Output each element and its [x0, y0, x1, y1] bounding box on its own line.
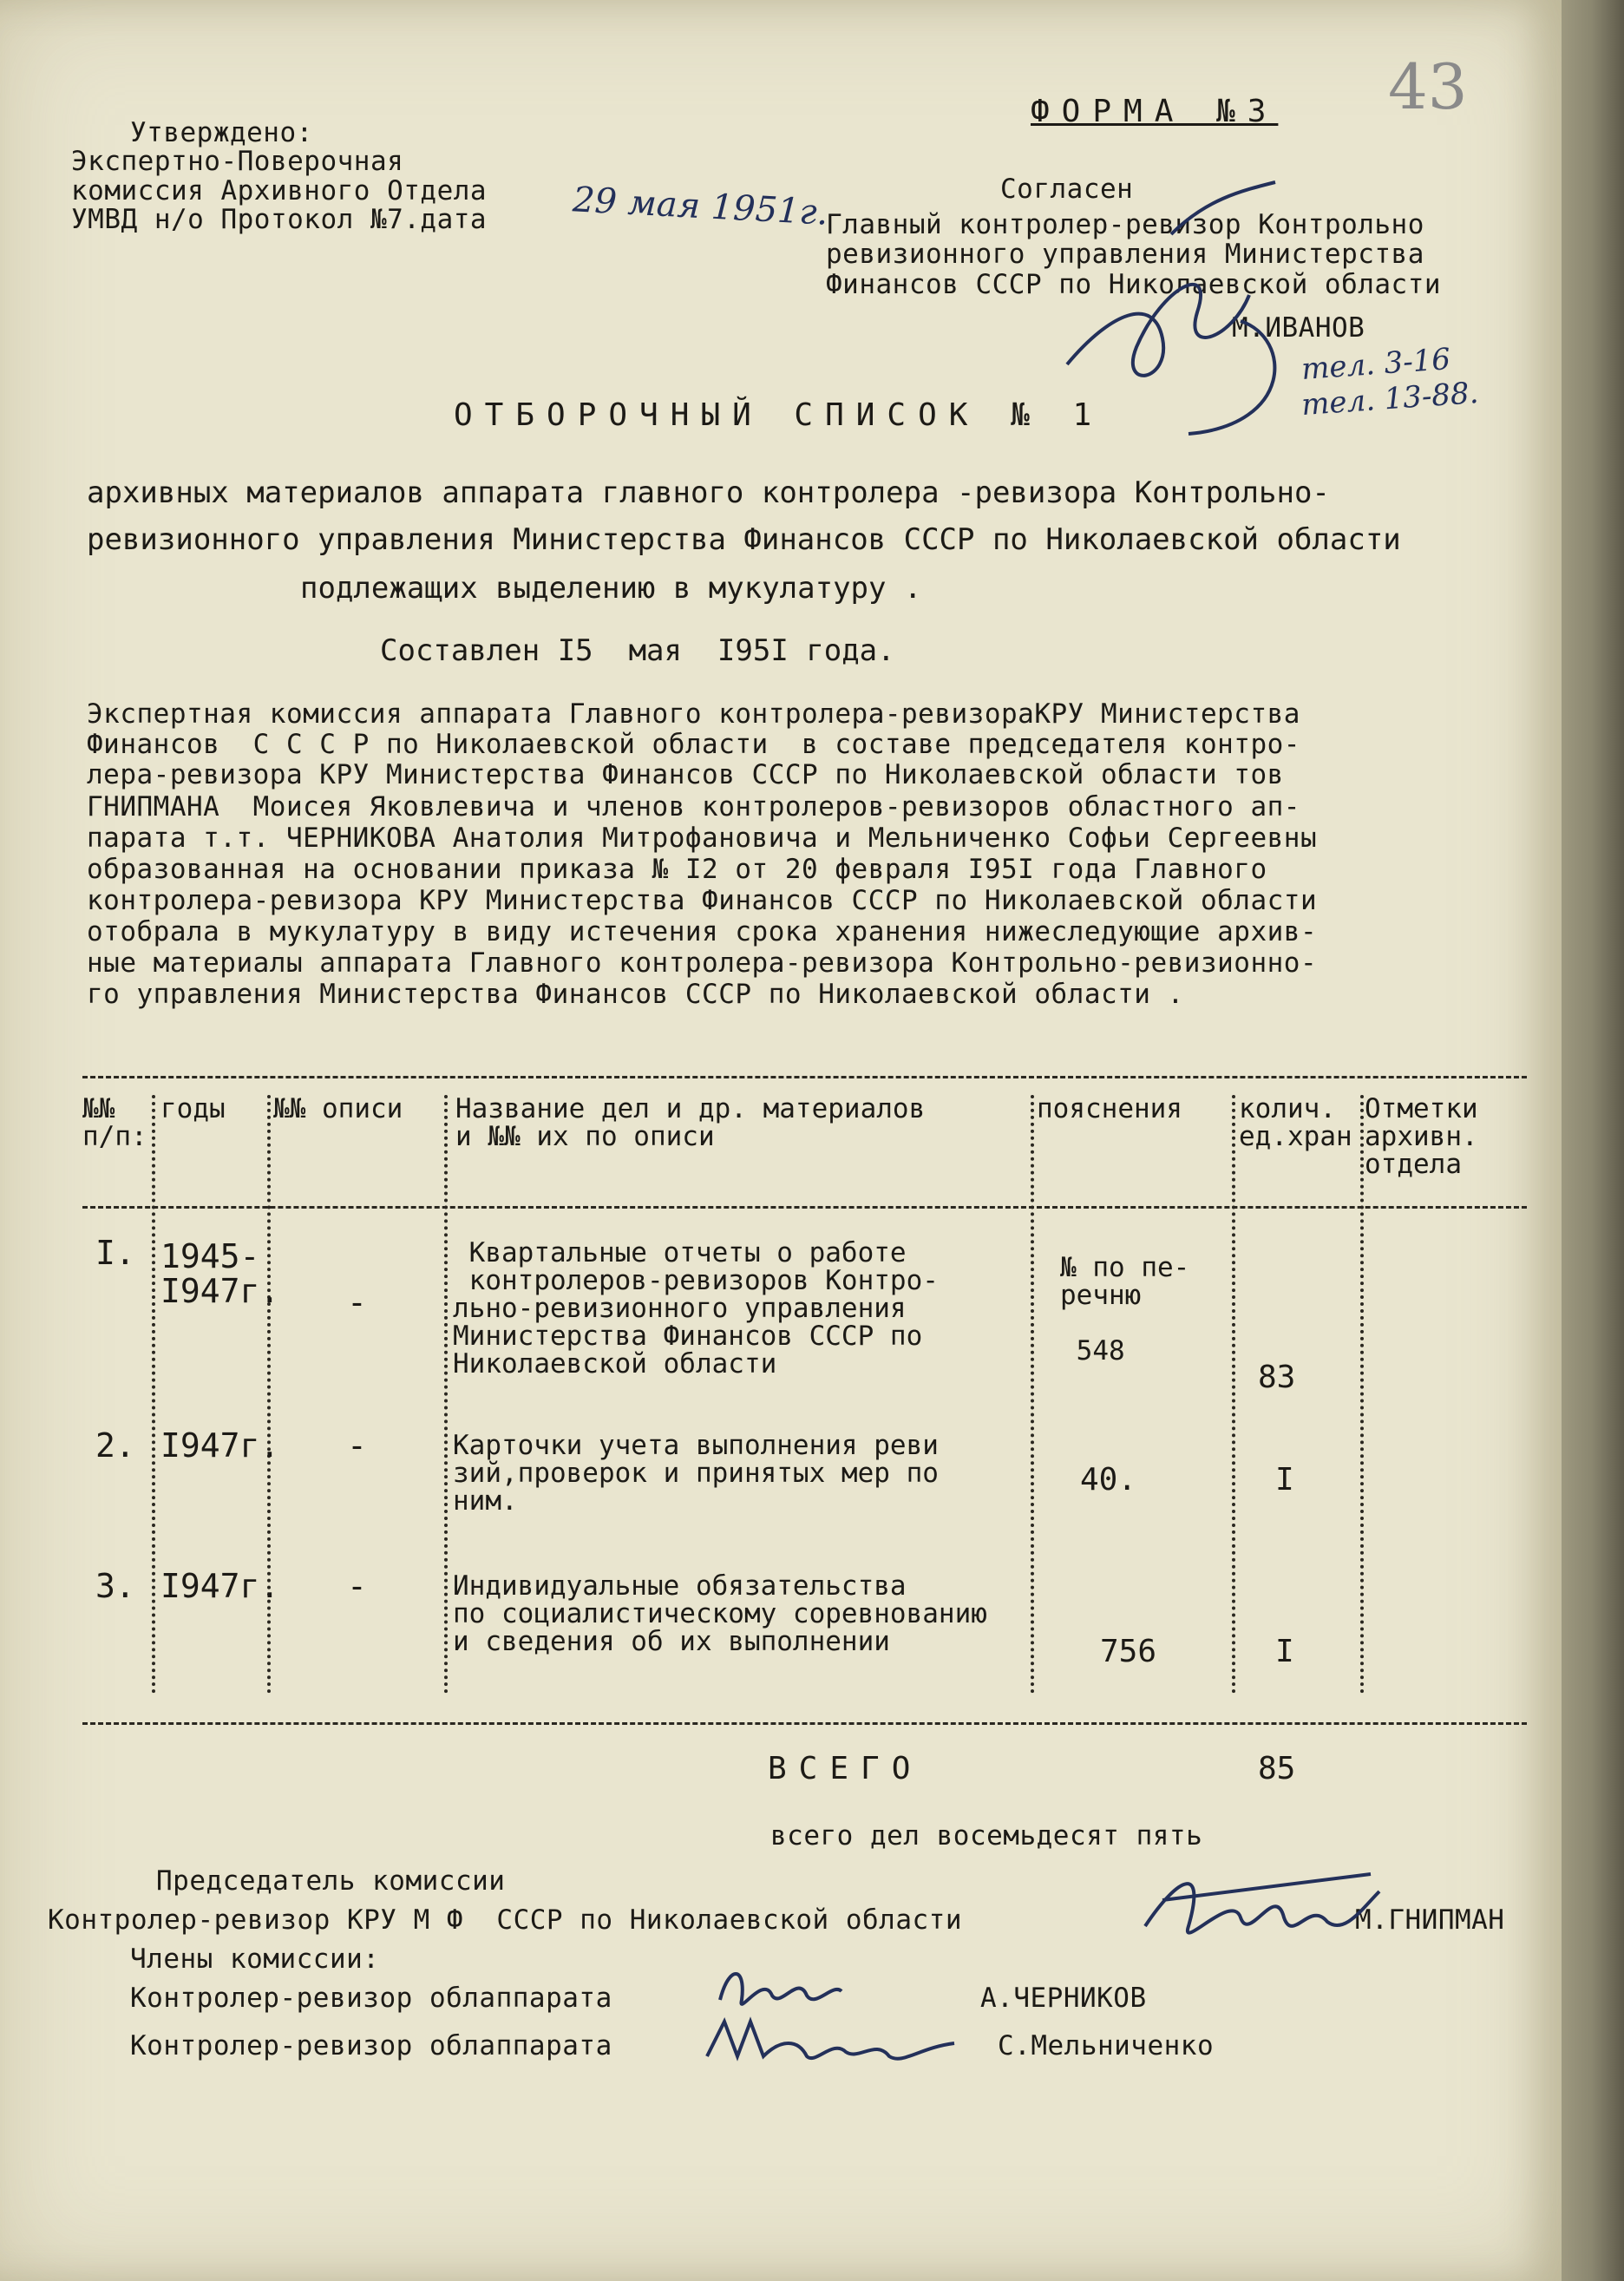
agreed-title: Согласен: [1000, 174, 1134, 205]
compiled-date: Составлен I5 мая I95I года.: [380, 633, 895, 668]
body-line-10: го управления Министерства Финансов СССР по Николаевской области .: [87, 979, 1184, 1010]
body-line-7: контролера-ревизора КРУ Министерства Финансов СССР по Николаевской области: [87, 885, 1318, 916]
member-2-position: Контролер-ревизор облаппарата: [130, 2030, 612, 2061]
body-line-3: лера-ревизора КРУ Министерства Финансов СССР по Николаевской области тов: [87, 759, 1284, 790]
table-bottom-rule: [82, 1722, 1527, 1725]
phone-note-2: тел. 13-88.: [1300, 375, 1480, 423]
chair-name: М.ГНИПМАН: [1355, 1904, 1505, 1936]
page-number: 43: [1388, 50, 1468, 123]
row-1-num: I.: [95, 1234, 135, 1272]
approval-date-handwritten: 29 мая 1951г.: [571, 180, 829, 233]
col-header-years: годы: [160, 1093, 226, 1124]
col-header-notes: пояснения: [1037, 1093, 1182, 1124]
member-2-name: С.Мельниченко: [998, 2030, 1215, 2061]
table-top-rule: [82, 1076, 1527, 1078]
row-3-notes: 756: [1100, 1634, 1157, 1669]
agreed-line-2: ревизионного управления Министерства: [826, 239, 1424, 270]
col-sep-6: [1360, 1095, 1364, 1694]
col-sep-3: [444, 1095, 448, 1694]
members-title: Члены комиссии:: [130, 1943, 380, 1975]
row-1-inventory: -: [347, 1283, 367, 1321]
agreed-signer: М.ИВАНОВ: [1232, 312, 1365, 344]
row-1-years: 1945- I947г.: [160, 1237, 280, 1310]
col-sep-5: [1232, 1095, 1235, 1694]
row-3-num: 3.: [95, 1567, 135, 1605]
row-3-title: Индивидуальные обязательства по социалистическому соревнованию и сведения об их выполнении: [453, 1570, 987, 1657]
col-sep-4: [1031, 1095, 1034, 1694]
row-2-years: I947г.: [160, 1426, 280, 1465]
subtitle-line-1: архивных материалов аппарата главного контролера -ревизора Контрольно-: [87, 475, 1330, 510]
approved-line-4: УМВД н/о Протокол №7.дата: [71, 204, 488, 235]
col-header-archive: Отметки архивн. отдела: [1365, 1093, 1478, 1180]
chair-title: Председатель комиссии: [156, 1865, 506, 1897]
body-line-9: ные материалы аппарата Главного контролера-ревизора Контрольно-ревизионно-: [87, 947, 1318, 979]
member-2-signature: [694, 2004, 972, 2082]
member-1-position: Контролер-ревизор облаппарата: [130, 1983, 612, 2014]
col-header-title: Название дел и др. материалов и №№ их по описи: [455, 1093, 926, 1152]
row-3-years: I947г.: [160, 1567, 280, 1605]
col-sep-1: [152, 1095, 155, 1694]
row-1-notes: № по пе- речню 548: [1060, 1252, 1190, 1367]
body-line-2: Финансов С С С Р по Николаевской области в составе председателя контро-: [87, 729, 1300, 760]
col-header-inventory: №№ описи: [273, 1093, 403, 1124]
body-line-4: ГНИПМАНА Моисея Яковлевича и членов контролеров-ревизоров областного ап-: [87, 791, 1300, 823]
member-1-name: А.ЧЕРНИКОВ: [980, 1983, 1147, 2014]
total-value: 85: [1258, 1751, 1296, 1786]
row-3-inventory: -: [347, 1567, 367, 1605]
row-1-title: Квартальные отчеты о работе контролеров-ревизоров Контро- льно-ревизионного управления Министерства Финансов СССР по Николаевской области: [453, 1237, 939, 1380]
table-header-rule: [82, 1206, 1527, 1209]
body-line-1: Экспертная комиссия аппарата Главного контролера-ревизораКРУ Министерства: [87, 698, 1300, 730]
body-line-8: отобрала в мукулатуру в виду истечения срока хранения нижеследующие архив-: [87, 916, 1318, 947]
row-2-title: Карточки учета выполнения реви зий,проверок и принятых мер по ним.: [453, 1430, 939, 1517]
approved-line-1: Утверждено:: [130, 117, 313, 148]
agreed-line-1: Главный контролер-ревизор Контрольно: [826, 209, 1424, 240]
phone-note-1: тел. 3-16: [1300, 342, 1452, 387]
body-line-5: парата т.т. ЧЕРНИКОВА Анатолия Митрофановича и Мельниченко Софьи Сергеевны: [87, 823, 1318, 854]
row-2-count: I: [1275, 1462, 1294, 1498]
row-1-count: 83: [1258, 1360, 1296, 1395]
col-header-num: №№ п/п:: [82, 1093, 147, 1152]
body-line-6: образованная на основании приказа № I2 от 20 февраля I95I года Главного: [87, 854, 1267, 885]
chair-signature: [1128, 1839, 1388, 1961]
form-title: ФОРМА №3: [1031, 94, 1279, 129]
approved-line-2: Экспертно-Поверочная: [71, 146, 404, 177]
list-title: ОТБОРОЧНЫЙ СПИСОК № 1: [454, 397, 1104, 433]
row-2-num: 2.: [95, 1426, 135, 1465]
row-3-count: I: [1275, 1634, 1294, 1669]
subtitle-line-2: ревизионного управления Министерства Финансов СССР по Николаевской области: [87, 522, 1401, 557]
total-in-words: всего дел восемьдесят пять: [770, 1820, 1203, 1852]
subtitle-line-3: подлежащих выделению в мукулатуру .: [300, 571, 922, 606]
agreed-line-3: Финансов СССР по Николаевской области: [826, 269, 1442, 300]
chair-position: Контролер-ревизор КРУ М Ф СССР по Николаевской области: [48, 1904, 962, 1936]
approved-line-3: комиссия Архивного Отдела: [71, 175, 488, 206]
row-2-notes: 40.: [1080, 1462, 1137, 1498]
row-2-inventory: -: [347, 1426, 367, 1465]
total-label: ВСЕГО: [768, 1751, 923, 1786]
col-header-count: колич. ед.хран: [1239, 1093, 1352, 1152]
